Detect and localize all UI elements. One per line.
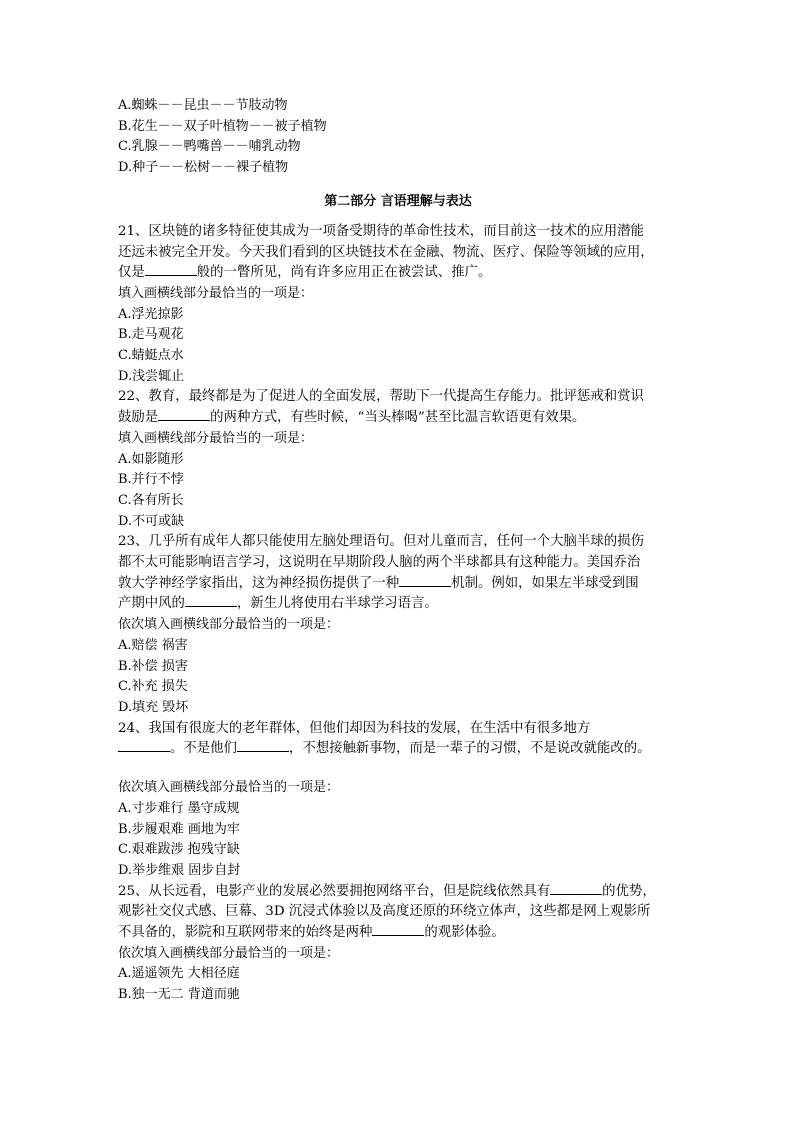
question-text: 22、教育，最终都是为了促进人的全面发展，帮助下一代提高生存能力。批评惩戒和赏识 <box>118 389 644 405</box>
question-text: 24、我国有很庞大的老年群体，但他们却因为科技的发展，在生活中有很多地方 <box>118 720 591 736</box>
option-line: D.举步维艰 固步自封 <box>118 862 241 878</box>
option-line: C.乳腺－－鸭嘴兽－－哺乳动物 <box>118 139 301 155</box>
option-line: A.蜘蛛－－昆虫－－节肢动物 <box>118 98 288 113</box>
option-line: D.填充 毁坏 <box>118 699 189 715</box>
spacer <box>118 760 678 778</box>
option-line: A.赔偿 祸害 <box>118 637 188 653</box>
text-span: 不具备的，影院和互联网带来的始终是两种 <box>118 925 373 941</box>
text-span: 般的一瞥所见，尚有许多应用正在被尝试、推广。 <box>196 265 492 281</box>
answer-blank <box>372 934 424 936</box>
question-24 <box>118 719 678 882</box>
section-title: 第二部分 言语理解与表达 <box>324 193 472 209</box>
question-text <box>118 739 678 760</box>
question-prompt: 依次填入画横线部分最恰当的一项是： <box>118 780 340 796</box>
option-line: D.不可或缺 <box>118 513 185 529</box>
question-21 <box>118 222 678 388</box>
option-line: C.补充 损失 <box>118 679 188 695</box>
option-line: B.走马观花 <box>118 327 184 343</box>
question-22 <box>118 387 678 532</box>
question-text <box>118 574 678 595</box>
question-text: 还远未被完全开发。今天我们看到的区块链技术在金融、物流、医疗、保险等领域的应用， <box>118 244 654 260</box>
answer-blank <box>399 585 451 587</box>
document-page <box>118 96 678 1006</box>
option-line: B.补偿 损害 <box>118 658 188 674</box>
question-text: 21、区块链的诸多特征使其成为一项备受期待的革命性技术，而目前这一技术的应用潜能 <box>118 223 644 239</box>
question-text <box>118 263 678 284</box>
question-text: 观影社交仪式感、巨幕、3D 沉浸式体验以及高度还原的环绕立体声，这些都是网上观影所 <box>118 904 651 920</box>
text-span: 的观影体验。 <box>424 925 505 941</box>
text-span: 机制。例如，如果左半球受到围 <box>451 575 639 591</box>
question-text <box>118 923 678 944</box>
question-25 <box>118 882 678 1006</box>
question-prompt: 依次填入画横线部分最恰当的一项是： <box>118 617 340 633</box>
question-prompt: 依次填入画横线部分最恰当的一项是： <box>118 945 340 961</box>
question-text: 都不太可能影响语言学习，这说明在早期阶段人脑的两个半球都具有这种能力。美国乔治 <box>118 555 641 571</box>
answer-blank <box>550 893 602 895</box>
option-line: A.寸步难行 墨守成规 <box>118 800 240 816</box>
text-span: ，新生儿将使用右半球学习语言。 <box>236 596 438 612</box>
text-span: 的两种方式，有些时候，“当头棒喝”甚至比温言软语更有效果。 <box>210 410 586 426</box>
text-span: ，不想接触新事物，而是一辈子的习惯，不是说改就能改的。 <box>288 741 651 757</box>
option-line: B.步履艰难 画地为牢 <box>118 821 240 837</box>
text-span: 敦大学神经学家指出，这为神经损伤提供了一种 <box>118 575 400 591</box>
answer-blank <box>118 750 170 752</box>
option-line: C.各有所长 <box>118 492 184 508</box>
option-line: D.种子－－松树－－裸子植物 <box>118 160 289 176</box>
option-line: B.花生－－双子叶植物－－被子植物 <box>118 118 327 134</box>
option-line: B.独一无二 背道而驰 <box>118 987 240 1003</box>
option-line: A.如影随形 <box>118 451 184 467</box>
option-line: A.遥遥领先 大相径庭 <box>118 966 240 982</box>
answer-blank <box>158 419 210 421</box>
question-prompt: 填入画横线部分最恰当的一项是： <box>118 285 314 301</box>
question-text: 23、几乎所有成年人都只能使用左脑处理语句。但对儿童而言，任何一个大脑半球的损伤 <box>118 534 644 550</box>
option-line: A.浮光掠影 <box>118 306 184 322</box>
text-span: 鼓励是 <box>118 410 159 426</box>
question-text <box>118 408 678 429</box>
answer-blank <box>145 274 197 276</box>
question-text <box>118 882 678 903</box>
text-span: 25、从长远看，电影产业的发展必然要拥抱网络平台，但是院线依然具有 <box>118 883 551 899</box>
text-span: 仅是 <box>118 265 145 281</box>
question-23 <box>118 532 678 718</box>
text-span: 的优势， <box>602 883 656 899</box>
option-line: B.并行不悖 <box>118 472 184 488</box>
question-prompt: 填入画横线部分最恰当的一项是： <box>118 430 314 446</box>
answer-blank <box>185 605 237 607</box>
question-text <box>118 594 678 615</box>
option-line: C.蜻蜓点水 <box>118 348 184 364</box>
option-line: C.艰难跋涉 抱残守缺 <box>118 842 240 858</box>
text-span: 。不是他们 <box>170 741 237 757</box>
text-span: 产期中风的 <box>118 596 185 612</box>
answer-blank <box>237 750 289 752</box>
option-line: D.浅尝辄止 <box>118 368 185 384</box>
